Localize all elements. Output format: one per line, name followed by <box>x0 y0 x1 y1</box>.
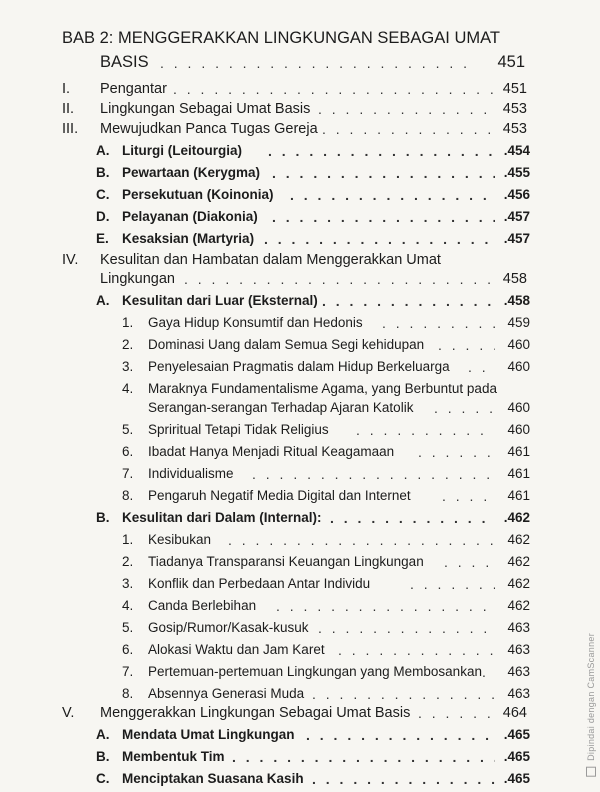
toc-page: 460 <box>507 359 530 374</box>
toc-entry <box>0 507 600 531</box>
leader-dots <box>232 746 495 768</box>
toc-page: 461 <box>507 466 530 481</box>
chapter-page: 451 <box>497 53 525 71</box>
toc-number: 8. <box>122 686 134 701</box>
toc-page: 459 <box>507 315 530 330</box>
toc-number: A. <box>96 143 110 158</box>
toc-entry <box>0 441 600 465</box>
toc-entry <box>0 463 600 487</box>
leader-dots <box>173 78 495 100</box>
toc-title: Serangan-serangan Terhadap Ajaran Katolik <box>148 400 414 415</box>
leader-dots <box>184 268 495 290</box>
toc-entry <box>0 290 600 314</box>
toc-page: 460 <box>507 422 530 437</box>
toc-entry <box>0 140 600 164</box>
leader-dots <box>272 206 495 228</box>
toc-page: 453 <box>502 121 527 137</box>
toc-entry <box>0 334 600 358</box>
toc-number: 1. <box>122 532 134 547</box>
toc-page: 463 <box>507 686 530 701</box>
toc-title: Absennya Generasi Muda <box>148 686 305 701</box>
leader-dots <box>276 595 495 617</box>
leader-dots <box>318 617 495 639</box>
toc-number: 5. <box>122 620 134 635</box>
toc-title: Pengantar <box>100 81 167 97</box>
toc-number: 4. <box>122 381 134 396</box>
leader-dots <box>252 463 495 485</box>
toc-page: 460 <box>507 337 530 352</box>
toc-page: .457 <box>503 209 530 224</box>
toc-title: Menggerakkan Lingkungan Sebagai Umat Basis <box>100 705 411 721</box>
leader-dots <box>264 228 495 250</box>
toc-page: 462 <box>507 598 530 613</box>
toc-number: B. <box>96 749 110 764</box>
toc-entry <box>0 268 600 292</box>
toc-number: B. <box>96 510 110 525</box>
toc-number: III. <box>62 121 79 137</box>
toc-entry <box>0 529 600 553</box>
toc-title: Canda Berlebihan <box>148 598 257 613</box>
toc-number: 4. <box>122 598 134 613</box>
toc-page: 462 <box>507 576 530 591</box>
toc-title: Pertemuan-pertemuan Lingkungan yang Membosankan <box>148 664 482 679</box>
toc-page: 461 <box>507 444 530 459</box>
toc-entry <box>0 118 600 142</box>
toc-page: 463 <box>507 642 530 657</box>
toc-number: A. <box>96 727 110 742</box>
toc-number: E. <box>96 231 109 246</box>
watermark-text: Dipindai dengan CamScanner <box>586 633 596 762</box>
toc-title: Lingkungan Sebagai Umat Basis <box>100 101 311 117</box>
toc-page: .465 <box>503 749 530 764</box>
toc-number: 8. <box>122 488 134 503</box>
toc-title: Pelayanan (Diakonia) <box>122 209 258 224</box>
toc-title: Mewujudkan Panca Tugas Gereja <box>100 121 318 137</box>
toc-entry <box>0 419 600 443</box>
toc-number: 3. <box>122 576 134 591</box>
toc-entry <box>0 617 600 641</box>
toc-entry <box>0 206 600 230</box>
toc-title: Membentuk Tim <box>122 749 225 764</box>
toc-entry <box>0 397 600 421</box>
toc-page: 461 <box>507 488 530 503</box>
toc-entry <box>0 356 600 380</box>
toc-number: I. <box>62 81 71 97</box>
toc-number: 7. <box>122 466 134 481</box>
toc-page: .457 <box>503 231 530 246</box>
leader-dots <box>268 140 495 162</box>
toc-title: Kesulitan dan Hambatan dalam Menggerakkan Umat <box>100 252 441 268</box>
chapter-heading-line2 <box>0 51 600 75</box>
toc-number: C. <box>96 187 110 202</box>
toc-entry <box>0 184 600 208</box>
leader-dots <box>312 768 495 790</box>
toc-title: Lingkungan <box>100 271 175 287</box>
toc-entry <box>0 702 600 726</box>
toc-number: 2. <box>122 554 134 569</box>
toc-page: 462 <box>507 532 530 547</box>
toc-entry <box>0 768 600 792</box>
toc-entry <box>0 661 600 685</box>
toc-entry <box>0 746 600 770</box>
camscanner-icon <box>586 767 596 777</box>
toc-title: Gosip/Rumor/Kasak-kusuk <box>148 620 309 635</box>
toc-page: 462 <box>507 554 530 569</box>
toc-entry <box>0 639 600 663</box>
toc-number: C. <box>96 771 110 786</box>
toc-page: 464 <box>502 705 527 721</box>
toc-page: 463 <box>507 664 530 679</box>
toc-entry <box>0 485 600 509</box>
toc-page: .462 <box>503 510 530 525</box>
toc-entry <box>0 312 600 336</box>
toc-page: .454 <box>503 143 530 158</box>
leader-dots <box>272 162 495 184</box>
leader-dots <box>290 184 495 206</box>
toc-entry <box>0 162 600 186</box>
toc-title: Spriritual Tetapi Tidak Religius <box>148 422 329 437</box>
toc-title: Penyelesaian Pragmatis dalam Hidup Berkeluarga <box>148 359 450 374</box>
toc-entry <box>0 551 600 575</box>
leader-dots <box>228 529 495 551</box>
toc-title: Gaya Hidup Konsumtif dan Hedonis <box>148 315 363 330</box>
leader-dots <box>160 52 478 74</box>
toc-title: Kesulitan dari Luar (Eksternal) <box>122 293 318 308</box>
toc-title: Individualisme <box>148 466 234 481</box>
chapter-title-cont: BASIS <box>100 53 149 71</box>
toc-page: 453 <box>502 101 527 117</box>
toc-number: 3. <box>122 359 134 374</box>
toc-title: Liturgi (Leitourgia) <box>122 143 242 158</box>
toc-title: Kesaksian (Martyria) <box>122 231 255 246</box>
toc-number: 1. <box>122 315 134 330</box>
toc-entry <box>0 573 600 597</box>
toc-page: 460 <box>507 400 530 415</box>
toc-number: 2. <box>122 337 134 352</box>
toc-title: Konflik dan Perbedaan Antar Individu <box>148 576 371 591</box>
toc-title: Ibadat Hanya Menjadi Ritual Keagamaan <box>148 444 395 459</box>
toc-page: .458 <box>503 293 530 308</box>
toc-title: Dominasi Uang dalam Semua Segi kehidupan <box>148 337 425 352</box>
toc-title: Mendata Umat Lingkungan <box>122 727 295 742</box>
toc-page: 451 <box>502 81 527 97</box>
toc-number: 6. <box>122 642 134 657</box>
toc-number: V. <box>62 705 75 721</box>
toc-number: 5. <box>122 422 134 437</box>
toc-number: IV. <box>62 252 79 268</box>
leader-dots <box>306 724 495 746</box>
toc-page: .456 <box>503 187 530 202</box>
chapter-heading <box>0 27 600 51</box>
toc-page: 463 <box>507 620 530 635</box>
chapter-title: BAB 2: MENGGERAKKAN LINGKUNGAN SEBAGAI UMAT <box>62 29 500 47</box>
toc-title: Pengaruh Negatif Media Digital dan Internet <box>148 488 411 503</box>
toc-number: II. <box>62 101 75 117</box>
toc-title: Menciptakan Suasana Kasih <box>122 771 304 786</box>
toc-title: Persekutuan (Koinonia) <box>122 187 274 202</box>
toc-page: .465 <box>503 771 530 786</box>
toc-page: .455 <box>503 165 530 180</box>
toc-number: D. <box>96 209 110 224</box>
toc-title: Kesulitan dari Dalam (Internal): <box>122 510 322 525</box>
toc-entry <box>0 724 600 748</box>
toc-title: Tiadanya Transparansi Keuangan Lingkungan <box>148 554 424 569</box>
scanner-watermark <box>586 633 596 777</box>
toc-number: A. <box>96 293 110 308</box>
toc-number: 6. <box>122 444 134 459</box>
toc-number: B. <box>96 165 110 180</box>
toc-page: 458 <box>502 271 527 287</box>
toc-title: Kesibukan <box>148 532 212 547</box>
toc-page: .465 <box>503 727 530 742</box>
toc-title: Alokasi Waktu dan Jam Karet <box>148 642 325 657</box>
toc-number: 7. <box>122 664 134 679</box>
toc-title: Pewartaan (Kerygma) <box>122 165 261 180</box>
toc-title: Maraknya Fundamentalisme Agama, yang Berbuntut pada <box>148 381 497 396</box>
toc-entry <box>0 595 600 619</box>
